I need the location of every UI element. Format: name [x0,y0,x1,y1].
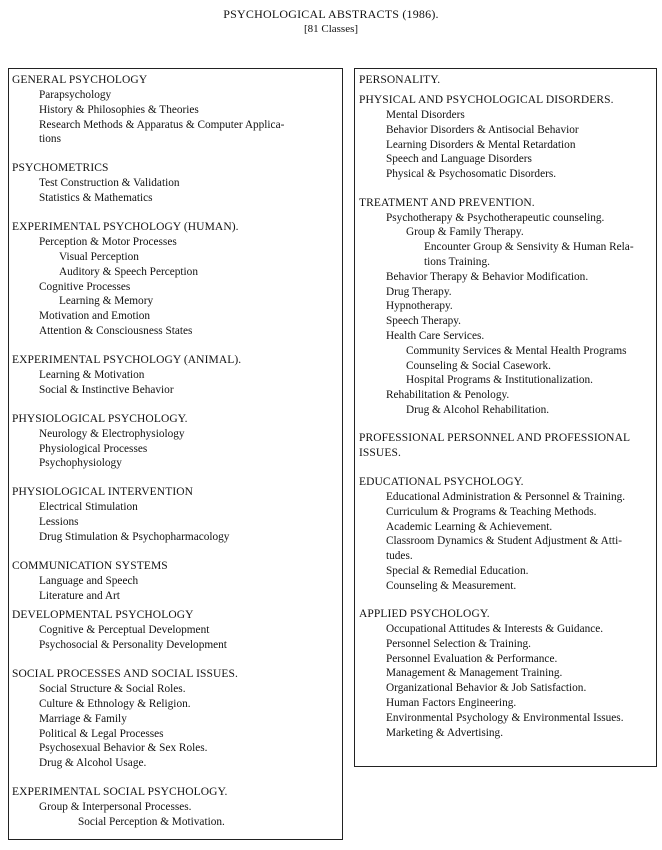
section-developmental-psychology [12,608,338,653]
section-spacer [359,182,652,196]
list-item: Literature and Art [39,589,120,602]
list-item: Culture & Ethnology & Religion. [39,698,191,711]
section-heading: APPLIED PSYCHOLOGY. [359,608,490,621]
section-spacer [12,147,338,161]
section-physiological-psychology [12,412,338,471]
section-physiological-intervention [12,485,338,544]
list-item: tions Training. [424,255,490,268]
list-item: Speech and Language Disorders [386,153,532,166]
list-item: Motivation and Emotion [39,310,151,323]
list-item: Cognitive & Perceptual Development [39,624,210,637]
list-item: History & Philosophies & Theories [39,103,199,116]
list-item: Visual Perception [59,250,139,263]
list-item: Drug Therapy. [386,285,452,298]
section-heading: EXPERIMENTAL SOCIAL PSYCHOLOGY. [12,786,228,799]
section-applied-psychology [359,607,652,740]
list-item: Behavior Therapy & Behavior Modification. [386,270,589,283]
section-heading: COMMUNICATION SYSTEMS [12,559,168,572]
list-item: Academic Learning & Achievement. [386,520,553,533]
section-experimental-psychology-human [12,220,338,339]
section-spacer [12,653,338,667]
list-item: Rehabilitation & Penology. [386,389,510,402]
section-spacer [359,594,652,608]
list-item: Research Methods & Apparatus & Computer Applica- [39,118,285,131]
list-item: Hypnotherapy. [386,300,453,313]
section-experimental-social-psychology [12,785,338,830]
section-heading: PROFESSIONAL PERSONNEL AND PROFESSIONAL [359,432,631,445]
list-item: Neurology & Electrophysiology [39,427,185,440]
list-item: Group & Interpersonal Processes. [39,801,192,814]
section-spacer [12,398,338,412]
list-item: Learning Disorders & Mental Retardation [386,138,576,151]
list-item: Learning & Motivation [39,368,145,381]
section-heading: EXPERIMENTAL PSYCHOLOGY (ANIMAL). [12,353,242,366]
list-item: Classroom Dynamics & Student Adjustment & Atti- [386,535,622,548]
list-item: Parapsychology [39,89,112,101]
list-item: Hospital Programs & Institutionalization. [406,374,594,387]
list-item: Personnel Evaluation & Performance. [386,652,558,665]
section-spacer [12,471,338,485]
list-item: Psychosocial & Personality Development [39,639,227,652]
section-educational-psychology [359,475,652,594]
list-item: Learning & Memory [59,295,154,308]
list-item: Group & Family Therapy. [406,226,524,239]
list-item: tions [39,133,61,146]
section-social-processes-and-social-issues [12,667,338,771]
list-item: Health Care Services. [386,329,485,342]
section-personality [359,73,652,88]
list-item: Political & Legal Processes [39,727,164,740]
section-heading: TREATMENT AND PREVENTION. [359,196,535,209]
section-heading: PERSONALITY. [359,74,441,86]
list-item: Marketing & Advertising. [386,726,504,739]
section-heading-continued: ISSUES. [359,447,401,460]
section-heading: PHYSIOLOGICAL INTERVENTION [12,486,194,499]
section-heading: PHYSIOLOGICAL PSYCHOLOGY. [12,412,188,425]
list-item: Physical & Psychosomatic Disorders. [386,168,557,181]
list-item: Attention & Consciousness States [39,324,193,337]
list-item: Cognitive Processes [39,280,131,293]
list-item: Marriage & Family [39,712,127,725]
list-item: Organizational Behavior & Job Satisfaction. [386,682,587,695]
section-physical-and-psychological-disorders [359,93,652,182]
page-subtitle: [81 Classes] [303,23,359,35]
left-column-box [8,68,343,840]
list-item: Perception & Motor Processes [39,236,177,249]
list-item: Drug & Alcohol Rehabilitation. [406,403,550,416]
section-experimental-psychology-animal [12,353,338,398]
list-item: Social Structure & Social Roles. [39,683,186,696]
page-title: PSYCHOLOGICAL ABSTRACTS (1986). [223,7,439,21]
list-item: Test Construction & Validation [39,177,180,190]
list-item: Occupational Attitudes & Interests & Guidance. [386,623,604,636]
list-item: Educational Administration & Personnel & Training. [386,490,626,503]
section-professional-personnel-and-professional [359,431,652,461]
section-spacer [12,339,338,353]
list-item: Auditory & Speech Perception [59,265,198,278]
section-heading: PSYCHOMETRICS [12,162,109,175]
list-item: Social & Instinctive Behavior [39,383,174,396]
section-heading: GENERAL PSYCHOLOGY [12,74,148,86]
section-spacer [12,545,338,559]
section-heading: SOCIAL PROCESSES AND SOCIAL ISSUES. [12,668,238,681]
section-psychometrics [12,161,338,206]
right-column-box [354,68,657,767]
list-item: Community Services & Mental Health Programs [406,344,627,357]
list-item: Environmental Psychology & Environmental Issues. [386,711,624,724]
list-item: Behavior Disorders & Antisocial Behavior [386,123,579,136]
section-treatment-and-prevention [359,196,652,418]
list-item: Counseling & Measurement. [386,579,517,592]
list-item: Mental Disorders [386,109,465,121]
list-item: Psychosexual Behavior & Sex Roles. [39,742,208,755]
section-communication-systems [12,559,338,604]
list-item: Lessions [39,516,79,529]
list-item: Drug & Alcohol Usage. [39,757,147,770]
list-item: tudes. [386,550,413,563]
list-item: Language and Speech [39,574,139,587]
section-spacer [12,206,338,220]
list-item: Speech Therapy. [386,315,461,328]
section-spacer [12,771,338,785]
list-item: Psychophysiology [39,457,122,470]
section-heading: PHYSICAL AND PSYCHOLOGICAL DISORDERS. [359,94,614,106]
section-heading: EDUCATIONAL PSYCHOLOGY. [359,475,524,488]
list-item: Curriculum & Programs & Teaching Methods. [386,505,597,518]
list-item: Physiological Processes [39,442,148,455]
list-item: Counseling & Social Casework. [406,359,551,372]
section-spacer [359,418,652,432]
section-heading: EXPERIMENTAL PSYCHOLOGY (HUMAN). [12,221,239,234]
list-item: Encounter Group & Sensivity & Human Rela- [424,241,634,254]
list-item: Special & Remedial Education. [386,564,529,577]
list-item: Personnel Selection & Training. [386,637,531,650]
list-item: Psychotherapy & Psychotherapeutic counseling. [386,211,605,224]
list-item: Human Factors Engineering. [386,697,517,710]
list-item: Social Perception & Motivation. [78,816,225,828]
list-item: Statistics & Mathematics [39,192,153,205]
section-heading: DEVELOPMENTAL PSYCHOLOGY [12,609,194,622]
list-item: Management & Management Training. [386,667,563,680]
list-item: Drug Stimulation & Psychopharmacology [39,530,230,543]
section-general-psychology [12,73,338,147]
section-spacer [359,461,652,475]
list-item: Electrical Stimulation [39,501,138,514]
